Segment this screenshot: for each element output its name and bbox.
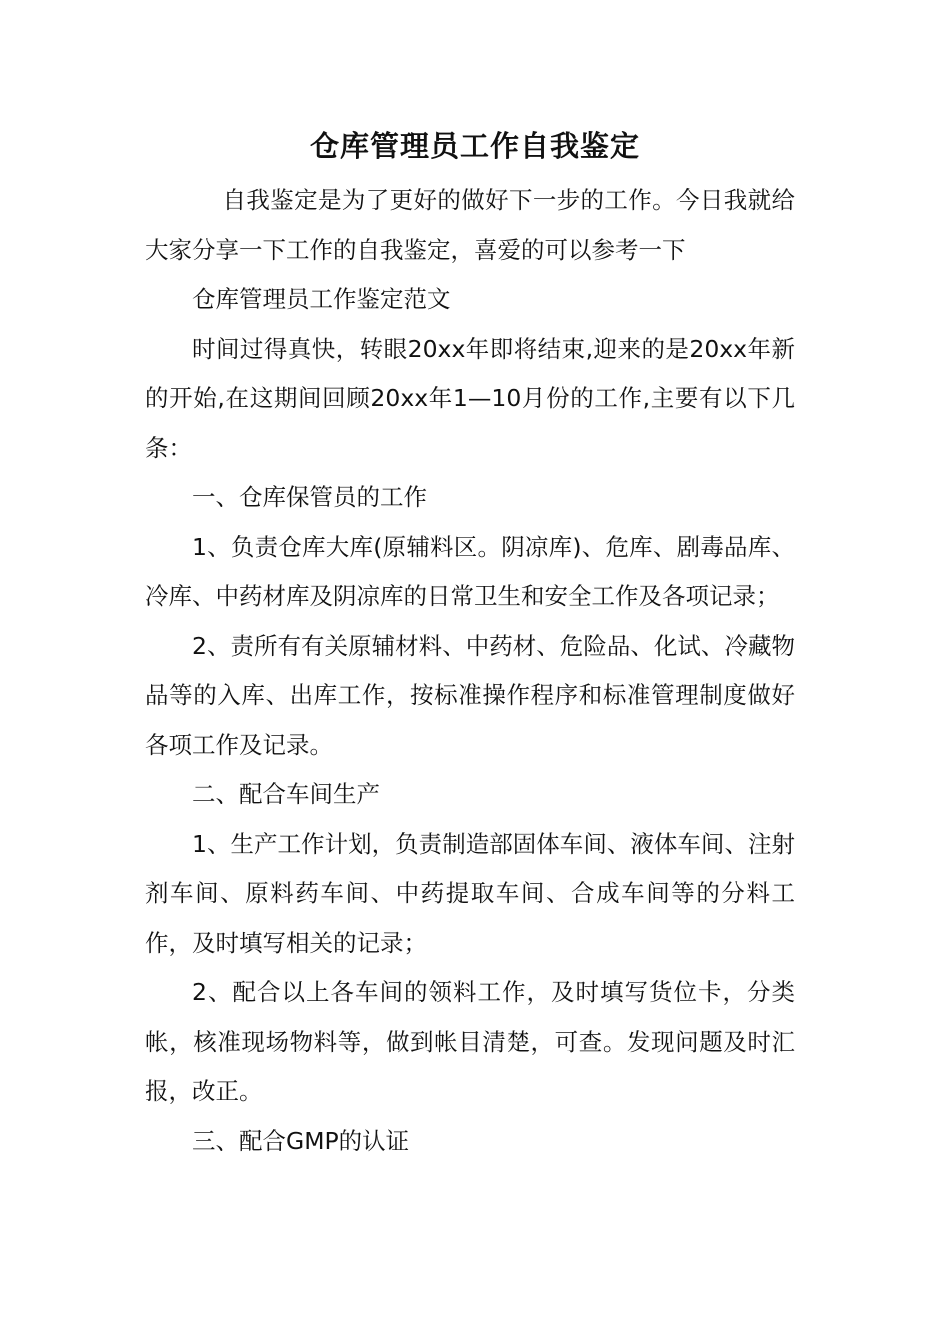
document-body <box>145 176 795 1166</box>
section-heading-2: 二、配合车间生产 <box>192 780 380 808</box>
paragraph-subtitle: 仓库管理员工作鉴定范文 <box>192 285 451 313</box>
section-2-item-2: 2、配合以上各车间的领料工作，及时填写货位卡，分类帐，核准现场物料等，做到帐目清楚，可查。发现问题及时汇报，改正。 <box>145 978 795 1105</box>
section-heading-1: 一、仓库保管员的工作 <box>192 483 427 511</box>
section-1-item-2: 2、责所有有关原辅材料、中药材、危险品、化试、冷藏物品等的入库、出库工作，按标准操作程序和标准管理制度做好各项工作及记录。 <box>145 631 795 759</box>
document-title: 仓库管理员工作自我鉴定 <box>309 129 640 163</box>
paragraph-opening: 时间过得真快，转眼20xx年即将结束,迎来的是20xx年新的开始,在这期间回顾20xx年1—10月份的工作,主要有以下几条： <box>145 334 795 462</box>
section-2-item-1: 1、生产工作计划，负责制造部固体车间、液体车间、注射剂车间、原料药车间、中药提取车间、合成车间等的分料工作，及时填写相关的记录； <box>145 829 795 957</box>
section-1-item-1: 1、负责仓库大库(原辅料区。阴凉库)、危库、剧毒品库、冷库、中药材库及阴凉库的日常卫生和安全工作及各项记录； <box>145 532 795 610</box>
paragraph-intro: 自我鉴定是为了更好的做好下一步的工作。今日我就给大家分享一下工作的自我鉴定，喜爱的可以参考一下 <box>145 186 795 264</box>
section-heading-3: 三、配合GMP的认证 <box>192 1126 410 1155</box>
